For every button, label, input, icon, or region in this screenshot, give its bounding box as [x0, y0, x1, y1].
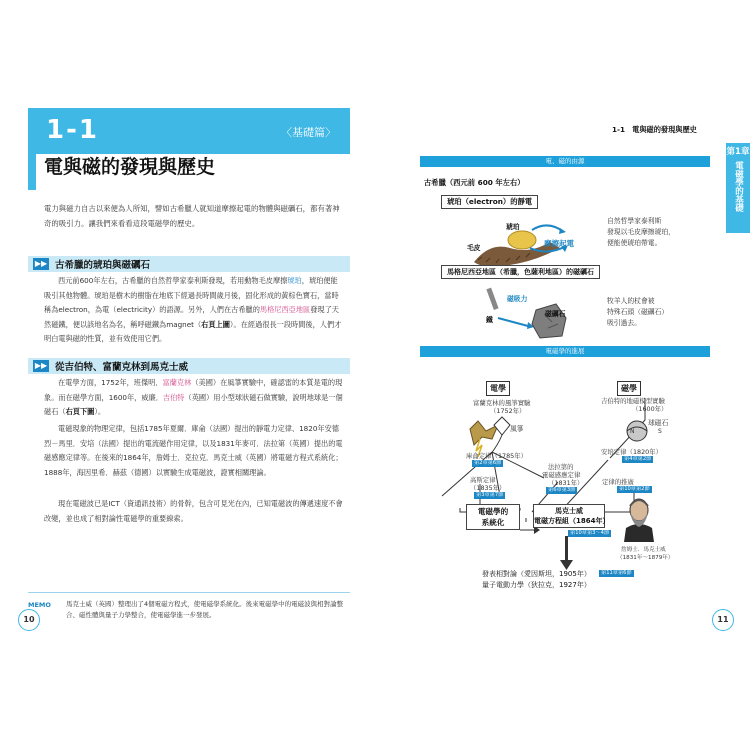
faraday-line2: 電磁感應定律 [542, 471, 581, 479]
section-heading-gilbert [28, 358, 350, 374]
amber-box: 琥珀（electron）的靜電 [441, 195, 538, 209]
faraday-line1: 法拉第的 [548, 463, 574, 471]
kite-label: 風箏 [510, 425, 524, 433]
running-head: 1-1 電與磁的發現與歷史 [612, 125, 697, 134]
section-heading-text: 從吉伯特、富蘭克林到馬克士威 [55, 362, 189, 373]
gilbert-experiment: 吉伯特的地磁模型實驗 [601, 397, 665, 405]
term-amber: 琥珀 [287, 276, 302, 285]
gauss-year: （1835年） [470, 484, 506, 492]
franklin-year: （1752年） [490, 407, 526, 415]
section-marker-icon: ▶▶ [34, 259, 48, 268]
kite-shape [494, 417, 510, 435]
electricity-heading: 電學 [486, 381, 510, 396]
paragraph-ict: 現在電磁波已是ICT（資通訊技術）的骨幹，包含可見光在內，已知電磁波的傳遞速度不會改變，並也成了相對論性電磁學的重要線索。 [44, 499, 343, 523]
chapter-ref-chip: 第11章第6節 [601, 570, 632, 576]
systematization-box: 電磁學的 系統化 [466, 504, 520, 530]
friction-label: 摩擦起電 [544, 239, 574, 248]
magnetic-force-label: 磁吸力 [507, 295, 528, 303]
diagram-band-origin: 電、磁的由源 [420, 156, 710, 167]
franklin-experiment: 富蘭克林的風箏實驗 [473, 399, 531, 407]
page-number-right: 11 [712, 609, 734, 631]
section-number: 1-1 [46, 115, 99, 145]
memo-divider [28, 592, 350, 593]
chapter-number: 第1章 [726, 147, 750, 157]
portrait-name: 詹姆士．馬克士威 [621, 547, 666, 553]
chapter-ref-chip: 第10章第2節 [619, 486, 650, 492]
section-marker-icon: ▶▶ [34, 361, 48, 370]
attraction-arrow [498, 318, 528, 326]
lodestone-note: 牧羊人的杖會被 特殊石頭（磁礪石） 吸引過去。 [607, 297, 669, 327]
section-title-band [28, 108, 350, 154]
memo-label: MEMO [28, 601, 51, 609]
diagram-band-progress: 電磁學的進展 [420, 346, 710, 357]
memo-text: 馬克士威（英國）整理出了4個電磁方程式，使電磁學系統化。後來電磁學中的電磁波與相對論整合、磁性體與量子力學整合，使電磁學進一步發展。 [66, 600, 344, 619]
law-extension: 定律的推廣 [602, 478, 634, 486]
intro-paragraph: 電力與磁力自古以來便為人所知，譬如古希臘人就知道摩擦起電的物體與磁礪石，都有著神奇的吸引力。讓我們來看看這段電磁學的歷史。 [44, 204, 340, 228]
chapter-ref-chip: 第4章第2節 [624, 456, 652, 462]
page-title: 電與磁的發現與歷史 [44, 156, 216, 178]
chapter-ref-chip: 第10章第3〜4節 [570, 530, 610, 536]
lodestone-label: 磁礪石 [545, 310, 566, 318]
section-heading-text: 古希臘的琥珀與磁礪石 [55, 260, 151, 271]
chapter-ref-chip: 第2章第6節 [474, 460, 502, 466]
figure-ref-top: 右頁上圖 [201, 319, 230, 329]
gauss-law: 高斯定律 [470, 476, 496, 484]
maxwell-box: 馬克士威 電磁方程組（1864年） [533, 504, 605, 528]
term-gilbert: 吉伯特 [162, 392, 185, 402]
pole-n: N [630, 428, 635, 435]
coulomb-law: 庫侖定律（1785年） [466, 452, 527, 460]
pole-s: S [658, 428, 662, 435]
amber-stone [508, 231, 536, 249]
figure-ref-bottom: 右頁下圖 [65, 407, 95, 417]
down-arrow-shaft [565, 536, 568, 562]
faraday-year: （1831年） [548, 479, 584, 487]
gilbert-year: （1600年） [632, 405, 668, 413]
term-franklin: 富蘭克林 [162, 378, 192, 387]
chapter-title: 電磁學的基礎 [733, 161, 744, 212]
ampere-law: 安培定律（1820年） [601, 448, 662, 456]
term-magnesia: 馬格尼西亞地區 [259, 305, 311, 315]
amber-note: 自然哲學家泰利斯 發現以毛皮摩擦琥珀， 便能使琥珀帶電。 [607, 217, 675, 247]
paragraph-laws: 電磁現象的物理定律，包括1785年夏爾．庫侖（法國）提出的靜電力定律、1820年安德烈－馬里．安培（法國）提出的電流磁作用定律，以及1831年麥可．法拉第（英國）提出的電磁感應定律等。在後來的1864年，詹姆士．克拉克．馬克士威（英國）將電磁方程式系統化；1888年，海因里希．赫茲（德國）以實驗生成電磁波，證實相關理論。 [44, 424, 343, 477]
chapter-tab [726, 143, 750, 233]
magnetism-heading: 磁學 [617, 381, 641, 396]
fur-label: 毛皮 [467, 244, 481, 252]
page-number-left: 10 [18, 609, 40, 631]
chapter-ref-chip: 第3章第7節 [476, 492, 504, 498]
iron-label: 鐵 [486, 316, 493, 324]
paragraph-greece: 西元前600年左右，古希臘的自然哲學家泰利斯發現，若用動物毛皮摩擦琥珀，琥珀便能吸引其他物體。琥珀是樹木的樹脂在地底下經過長時間歲月後，固化形成的黃棕色寶石，當時稱為electron，為電（electricity）的語源。另外，人們在古希臘的馬格尼西亞地區發現了天然磁鐵，便以該地名為名，稱呼磁鐵為magnet（右頁上圖）。在經過很長一段時間後，人們才明白電與磁的性質，並有效使用它們。 [44, 276, 342, 344]
paragraph-franklin: 在電學方面，1752年，班傑明．富蘭克林（美國）在風箏實驗中，確認雷的本質是電的現象。而在磁學方面，1600年，威廉．吉伯特（英國）用小型球狀磁石做實驗，說明地球是一個磁石（右頁下圖）。 [44, 378, 343, 417]
magnesia-box: 馬格尼西亞地區（希臘，色薩利地區）的磁礪石 [441, 265, 600, 279]
relativity: 發表相對論（愛因斯坦，1905年） [482, 570, 591, 578]
globe-label: 球磁石 [648, 419, 669, 427]
chapter-ref-chip: 第6章第3節 [548, 487, 576, 493]
era-label: 古希臘（西元前 600 年左右） [424, 178, 525, 187]
section-heading-greece [28, 256, 350, 272]
quantum-electrodynamics: 量子電動力學（狄拉克，1927年） [482, 581, 591, 589]
iron-rod [486, 288, 498, 310]
portrait-years: （1831年〜1879年） [617, 555, 674, 561]
amber-label: 琥珀 [506, 223, 520, 231]
section-tag: 〈基礎篇〉 [281, 126, 336, 139]
spark-arc [532, 225, 564, 232]
maxwell-portrait [622, 494, 656, 542]
